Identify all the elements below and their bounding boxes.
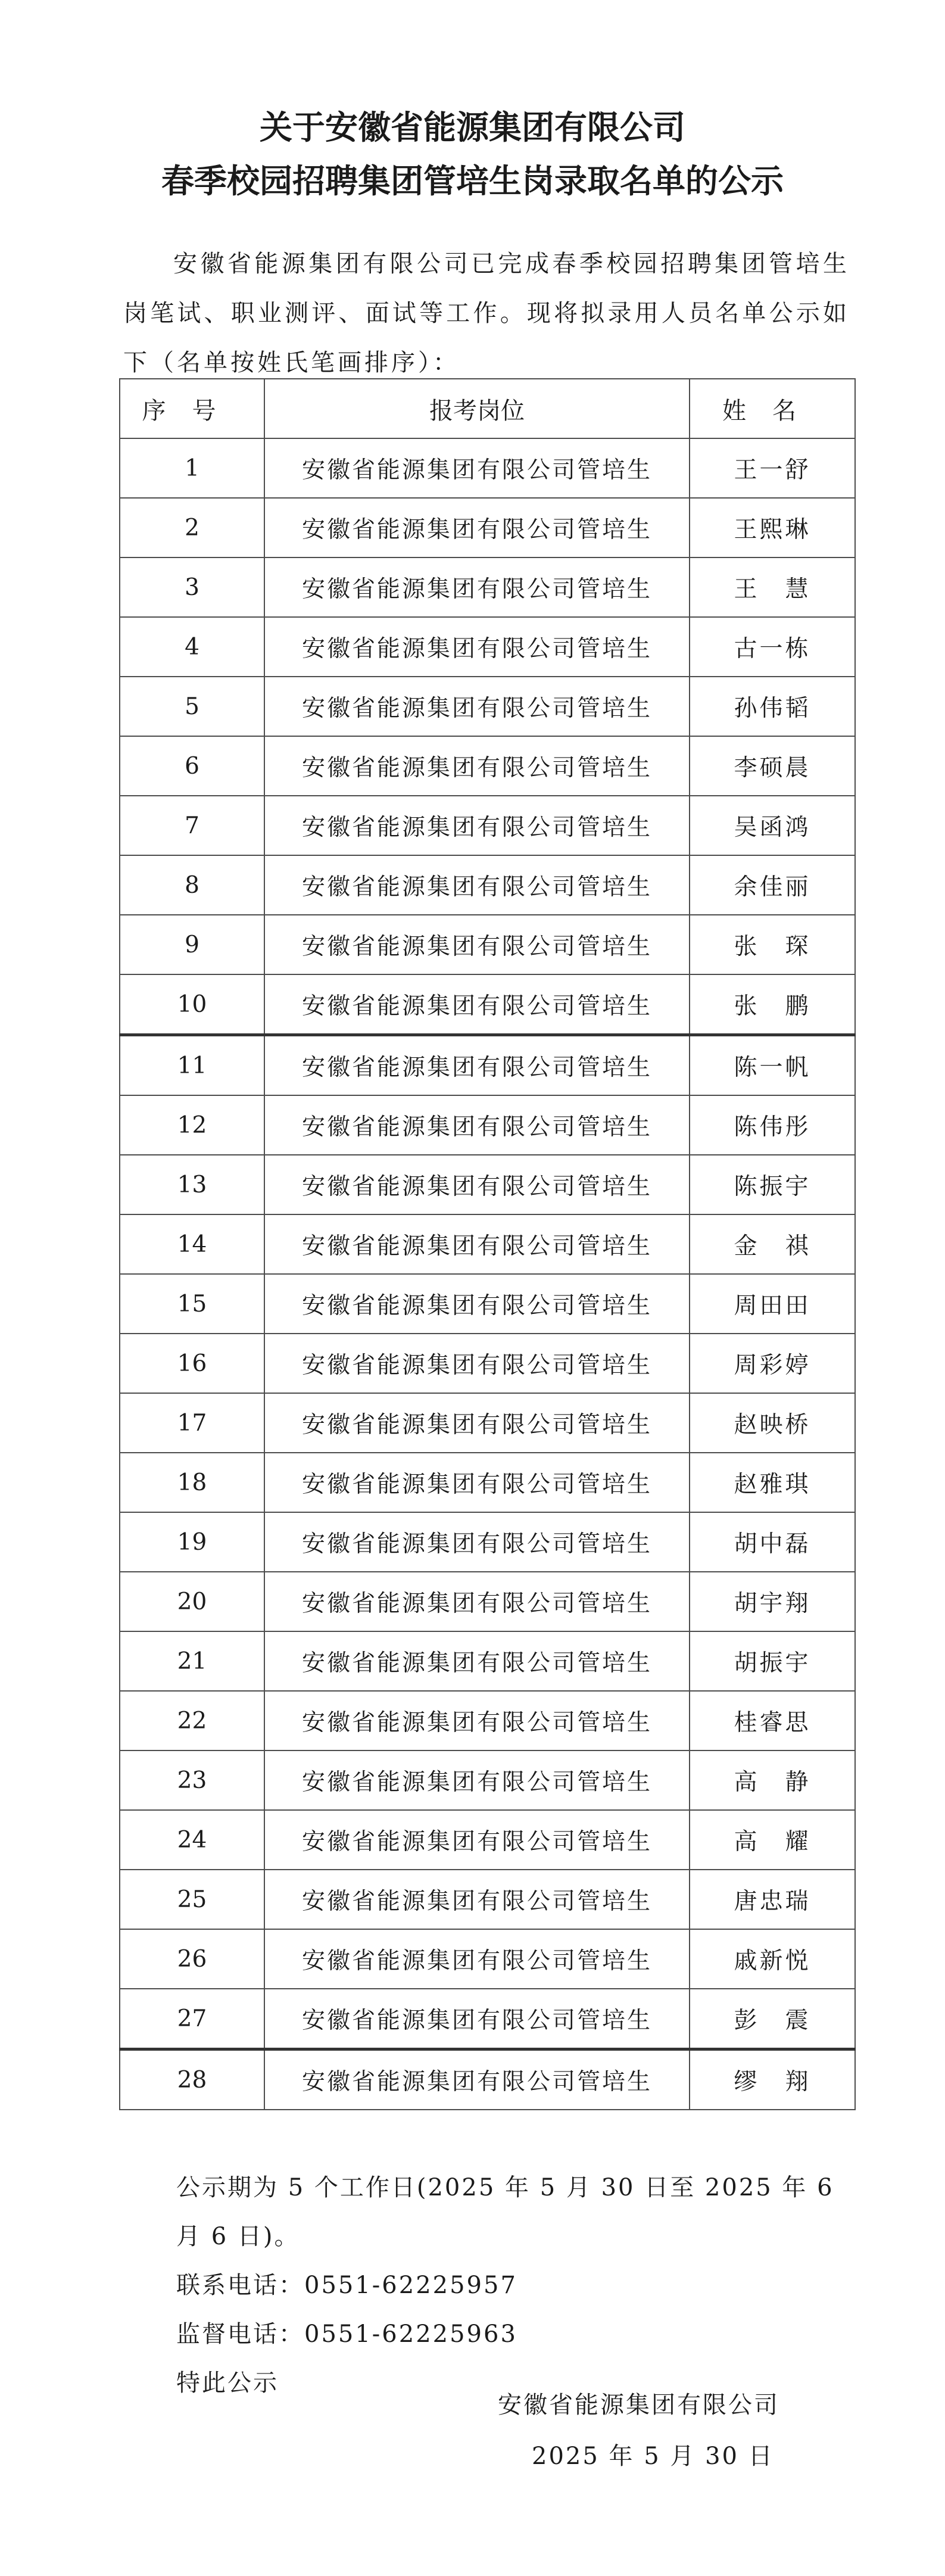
row-position: 安徽省能源集团有限公司管培生 [264,1870,690,1929]
table-header-row [120,379,855,438]
table-row [120,1572,855,1631]
row-position: 安徽省能源集团有限公司管培生 [264,2049,690,2110]
notice-footer [176,2163,861,2407]
table-row [120,617,855,677]
header-name: 姓名 [690,379,855,438]
row-name: 孙伟韬 [690,677,855,736]
row-seq: 25 [120,1870,264,1929]
table-row [120,438,855,498]
row-seq: 8 [120,855,264,915]
table-row [120,557,855,617]
table-body [120,438,855,2110]
row-name: 王一舒 [690,438,855,498]
row-name: 陈振宇 [690,1155,855,1214]
row-position: 安徽省能源集团有限公司管培生 [264,438,690,498]
signature-date: 2025 年 5 月 30 日 [532,2443,774,2470]
row-name: 赵映桥 [690,1393,855,1453]
row-name: 张 琛 [690,915,855,974]
row-seq: 21 [120,1631,264,1691]
admission-list-table [119,378,856,2110]
row-name: 高 静 [690,1750,855,1810]
row-position: 安徽省能源集团有限公司管培生 [264,1095,690,1155]
row-name: 胡宇翔 [690,1572,855,1631]
row-name: 赵雅琪 [690,1453,855,1512]
notice-title-line-2: 春季校园招聘集团管培生岗录取名单的公示 [161,161,784,200]
supervision-phone: 监督电话：0551-62225963 [176,2320,517,2348]
row-position: 安徽省能源集团有限公司管培生 [264,1035,690,1096]
row-position: 安徽省能源集团有限公司管培生 [264,1155,690,1214]
row-name: 王熙琳 [690,498,855,557]
row-name: 陈伟彤 [690,1095,855,1155]
table-row [120,915,855,974]
row-seq: 22 [120,1691,264,1750]
row-position: 安徽省能源集团有限公司管培生 [264,974,690,1035]
publicity-period: 公示期为 5 个工作日(2025 年 5 月 30 日至 2025 年 6 月 6 日)。 [176,2174,834,2250]
row-seq: 16 [120,1334,264,1393]
table-row [120,1989,855,2049]
table-row [120,1691,855,1750]
row-seq: 11 [120,1035,264,1096]
row-seq: 6 [120,736,264,796]
row-position: 安徽省能源集团有限公司管培生 [264,1691,690,1750]
row-name: 李硕晨 [690,736,855,796]
row-seq: 24 [120,1810,264,1870]
header-seq: 序号 [120,379,264,438]
table-row [120,1870,855,1929]
table-row [120,2049,855,2110]
table-row [120,1035,855,1096]
row-seq: 14 [120,1214,264,1274]
row-name: 张 鹏 [690,974,855,1035]
row-position: 安徽省能源集团有限公司管培生 [264,1453,690,1512]
table-row [120,1095,855,1155]
row-name: 陈一帆 [690,1035,855,1096]
row-name: 戚新悦 [690,1929,855,1989]
header-position: 报考岗位 [264,379,690,438]
table-row [120,855,855,915]
row-seq: 28 [120,2049,264,2110]
row-position: 安徽省能源集团有限公司管培生 [264,498,690,557]
table-row [120,1631,855,1691]
table-row [120,1929,855,1989]
row-position: 安徽省能源集团有限公司管培生 [264,1989,690,2049]
row-position: 安徽省能源集团有限公司管培生 [264,1214,690,1274]
row-seq: 17 [120,1393,264,1453]
row-position: 安徽省能源集团有限公司管培生 [264,1334,690,1393]
row-name: 缪 翔 [690,2049,855,2110]
row-position: 安徽省能源集团有限公司管培生 [264,677,690,736]
table-row [120,974,855,1035]
table-row [120,498,855,557]
row-seq: 3 [120,557,264,617]
row-position: 安徽省能源集团有限公司管培生 [264,557,690,617]
row-position: 安徽省能源集团有限公司管培生 [264,1631,690,1691]
row-name: 周田田 [690,1274,855,1334]
row-seq: 15 [120,1274,264,1334]
row-seq: 26 [120,1929,264,1989]
row-name: 吴函鸿 [690,796,855,855]
row-name: 王 慧 [690,557,855,617]
table-row [120,1750,855,1810]
row-seq: 2 [120,498,264,557]
signature-org: 安徽省能源集团有限公司 [498,2391,779,2419]
row-seq: 7 [120,796,264,855]
row-name: 唐忠瑞 [690,1870,855,1929]
row-position: 安徽省能源集团有限公司管培生 [264,796,690,855]
table-row [120,1334,855,1393]
table-row [120,1155,855,1214]
row-seq: 19 [120,1512,264,1572]
table-row [120,1512,855,1572]
row-seq: 10 [120,974,264,1035]
row-name: 高 耀 [690,1810,855,1870]
row-name: 彭 震 [690,1989,855,2049]
row-seq: 4 [120,617,264,677]
table-row [120,796,855,855]
row-position: 安徽省能源集团有限公司管培生 [264,736,690,796]
table-row [120,1214,855,1274]
row-seq: 9 [120,915,264,974]
intro-paragraph: 安徽省能源集团有限公司已完成春季校园招聘集团管培生岗笔试、职业测评、面试等工作。现将拟录用人员名单公示如下（名单按姓氏笔画排序）： [123,250,850,376]
row-seq: 27 [120,1989,264,2049]
table-row [120,1274,855,1334]
row-position: 安徽省能源集团有限公司管培生 [264,915,690,974]
row-seq: 18 [120,1453,264,1512]
row-position: 安徽省能源集团有限公司管培生 [264,617,690,677]
table-row [120,736,855,796]
contact-phone: 联系电话：0551-62225957 [176,2272,517,2299]
row-name: 金 祺 [690,1214,855,1274]
row-position: 安徽省能源集团有限公司管培生 [264,855,690,915]
table-row [120,1393,855,1453]
notice-title-line-1: 关于安徽省能源集团有限公司 [259,108,685,147]
row-position: 安徽省能源集团有限公司管培生 [264,1274,690,1334]
row-position: 安徽省能源集团有限公司管培生 [264,1393,690,1453]
row-name: 桂睿思 [690,1691,855,1750]
table-row [120,1453,855,1512]
table-row [120,677,855,736]
table-row [120,1810,855,1870]
row-name: 胡振宇 [690,1631,855,1691]
row-position: 安徽省能源集团有限公司管培生 [264,1750,690,1810]
row-seq: 1 [120,438,264,498]
row-seq: 23 [120,1750,264,1810]
row-position: 安徽省能源集团有限公司管培生 [264,1810,690,1870]
row-name: 胡中磊 [690,1512,855,1572]
row-position: 安徽省能源集团有限公司管培生 [264,1929,690,1989]
row-position: 安徽省能源集团有限公司管培生 [264,1572,690,1631]
row-position: 安徽省能源集团有限公司管培生 [264,1512,690,1572]
row-seq: 5 [120,677,264,736]
row-name: 周彩婷 [690,1334,855,1393]
row-name: 余佳丽 [690,855,855,915]
row-seq: 13 [120,1155,264,1214]
row-seq: 20 [120,1572,264,1631]
row-seq: 12 [120,1095,264,1155]
closing-text: 特此公示 [176,2369,279,2397]
row-name: 古一栋 [690,617,855,677]
